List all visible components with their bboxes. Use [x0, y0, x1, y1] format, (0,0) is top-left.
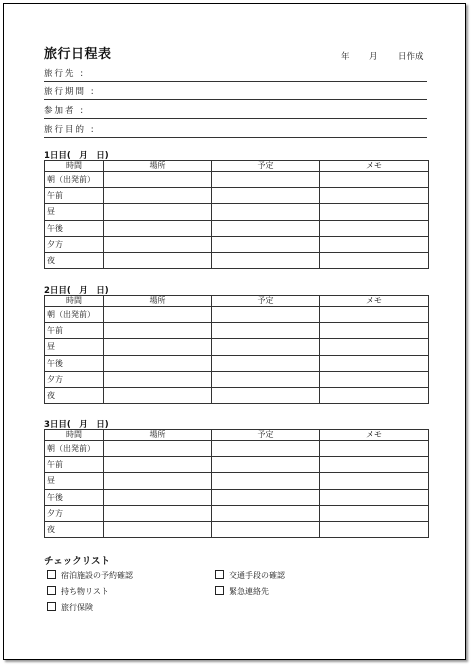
travel-period-label: 旅行期間 : — [44, 87, 96, 97]
table-row — [45, 489, 429, 505]
memo-cell[interactable] — [320, 355, 429, 371]
table-row — [45, 236, 429, 252]
checkbox[interactable] — [47, 586, 56, 595]
table-header-row — [45, 430, 429, 441]
place-cell[interactable] — [104, 489, 212, 505]
table-row — [45, 457, 429, 473]
memo-cell[interactable] — [320, 172, 429, 188]
memo-cell[interactable] — [320, 473, 429, 489]
column-header-time: 時間 — [45, 161, 104, 172]
checklist-item — [47, 586, 109, 597]
destination-label: 旅行先 : — [44, 69, 86, 79]
checklist-item — [215, 586, 269, 597]
memo-cell[interactable] — [320, 371, 429, 387]
plan-cell[interactable] — [212, 236, 320, 252]
memo-cell[interactable] — [320, 457, 429, 473]
plan-cell[interactable] — [212, 307, 320, 323]
table-row — [45, 387, 429, 403]
table-row — [45, 441, 429, 457]
checklist-item — [215, 570, 285, 581]
plan-cell[interactable] — [212, 204, 320, 220]
day-2-heading: 2日目( 月 日) — [44, 286, 109, 296]
participants-label: 参加者 : — [44, 106, 86, 116]
column-header-plan: 予定 — [212, 161, 320, 172]
column-header-memo: メモ — [320, 430, 429, 441]
memo-cell[interactable] — [320, 204, 429, 220]
day-3-schedule-table — [44, 429, 429, 538]
place-cell[interactable] — [104, 473, 212, 489]
table-row — [45, 521, 429, 537]
plan-cell[interactable] — [212, 521, 320, 537]
table-row — [45, 204, 429, 220]
travel-purpose-field[interactable] — [44, 123, 427, 138]
plan-cell[interactable] — [212, 441, 320, 457]
checklist-item-label: 緊急連絡先 — [229, 587, 269, 596]
place-cell[interactable] — [104, 457, 212, 473]
table-header-row — [45, 296, 429, 307]
day-3-heading: 3日目( 月 日) — [44, 420, 109, 430]
time-slot-label: 昼 — [45, 339, 104, 355]
checkbox[interactable] — [47, 602, 56, 611]
place-cell[interactable] — [104, 323, 212, 339]
table-row — [45, 220, 429, 236]
time-slot-label: 午前 — [45, 323, 104, 339]
place-cell[interactable] — [104, 371, 212, 387]
day-1-heading: 1日目( 月 日) — [44, 151, 109, 161]
month-label: 月 — [369, 52, 378, 62]
time-slot-label: 朝（出発前） — [45, 172, 104, 188]
time-slot-label: 夕方 — [45, 236, 104, 252]
memo-cell[interactable] — [320, 387, 429, 403]
memo-cell[interactable] — [320, 489, 429, 505]
memo-cell[interactable] — [320, 188, 429, 204]
time-slot-label: 夕方 — [45, 505, 104, 521]
memo-cell[interactable] — [320, 441, 429, 457]
place-cell[interactable] — [104, 441, 212, 457]
memo-cell[interactable] — [320, 521, 429, 537]
checkbox[interactable] — [215, 586, 224, 595]
column-header-time: 時間 — [45, 296, 104, 307]
plan-cell[interactable] — [212, 473, 320, 489]
memo-cell[interactable] — [320, 339, 429, 355]
time-slot-label: 昼 — [45, 473, 104, 489]
place-cell[interactable] — [104, 204, 212, 220]
place-cell[interactable] — [104, 252, 212, 268]
table-row — [45, 355, 429, 371]
place-cell[interactable] — [104, 387, 212, 403]
time-slot-label: 朝（出発前） — [45, 441, 104, 457]
place-cell[interactable] — [104, 505, 212, 521]
travel-period-field[interactable] — [44, 85, 427, 100]
column-header-place: 場所 — [104, 161, 212, 172]
plan-cell[interactable] — [212, 489, 320, 505]
place-cell[interactable] — [104, 339, 212, 355]
checkbox[interactable] — [215, 570, 224, 579]
place-cell[interactable] — [104, 521, 212, 537]
day-2-schedule-table — [44, 295, 429, 404]
participants-field[interactable] — [44, 104, 427, 119]
table-row — [45, 339, 429, 355]
table-row — [45, 323, 429, 339]
checklist-item-label: 交通手段の確認 — [229, 571, 285, 580]
plan-cell[interactable] — [212, 220, 320, 236]
table-row — [45, 188, 429, 204]
column-header-memo: メモ — [320, 296, 429, 307]
time-slot-label: 午後 — [45, 220, 104, 236]
time-slot-label: 午前 — [45, 188, 104, 204]
table-row — [45, 307, 429, 323]
column-header-plan: 予定 — [212, 430, 320, 441]
time-slot-label: 夜 — [45, 521, 104, 537]
time-slot-label: 午後 — [45, 355, 104, 371]
table-row — [45, 505, 429, 521]
destination-field[interactable] — [44, 67, 427, 82]
checklist-item-label: 宿泊施設の予約確認 — [61, 571, 133, 580]
checkbox[interactable] — [47, 570, 56, 579]
travel-purpose-label: 旅行目的 : — [44, 125, 96, 135]
plan-cell[interactable] — [212, 323, 320, 339]
time-slot-label: 夕方 — [45, 371, 104, 387]
plan-cell[interactable] — [212, 188, 320, 204]
column-header-plan: 予定 — [212, 296, 320, 307]
time-slot-label: 午前 — [45, 457, 104, 473]
plan-cell[interactable] — [212, 172, 320, 188]
checklist-title: チェックリスト — [44, 556, 111, 567]
plan-cell[interactable] — [212, 505, 320, 521]
place-cell[interactable] — [104, 172, 212, 188]
created-label: 日作成 — [398, 52, 424, 62]
time-slot-label: 夜 — [45, 252, 104, 268]
place-cell[interactable] — [104, 220, 212, 236]
plan-cell[interactable] — [212, 457, 320, 473]
plan-cell[interactable] — [212, 355, 320, 371]
memo-cell[interactable] — [320, 252, 429, 268]
memo-cell[interactable] — [320, 307, 429, 323]
table-row — [45, 473, 429, 489]
place-cell[interactable] — [104, 188, 212, 204]
place-cell[interactable] — [104, 307, 212, 323]
page-title: 旅行日程表 — [44, 47, 112, 62]
column-header-place: 場所 — [104, 296, 212, 307]
memo-cell[interactable] — [320, 505, 429, 521]
column-header-time: 時間 — [45, 430, 104, 441]
checklist-item-label: 持ち物リスト — [61, 587, 109, 596]
plan-cell[interactable] — [212, 252, 320, 268]
time-slot-label: 朝（出発前） — [45, 307, 104, 323]
plan-cell[interactable] — [212, 387, 320, 403]
memo-cell[interactable] — [320, 220, 429, 236]
column-header-place: 場所 — [104, 430, 212, 441]
plan-cell[interactable] — [212, 339, 320, 355]
memo-cell[interactable] — [320, 323, 429, 339]
memo-cell[interactable] — [320, 236, 429, 252]
plan-cell[interactable] — [212, 371, 320, 387]
column-header-memo: メモ — [320, 161, 429, 172]
checklist-item-label: 旅行保険 — [61, 603, 93, 612]
table-row — [45, 172, 429, 188]
table-header-row — [45, 161, 429, 172]
time-slot-label: 午後 — [45, 489, 104, 505]
table-row — [45, 252, 429, 268]
place-cell[interactable] — [104, 236, 212, 252]
place-cell[interactable] — [104, 355, 212, 371]
time-slot-label: 夜 — [45, 387, 104, 403]
time-slot-label: 昼 — [45, 204, 104, 220]
year-label: 年 — [341, 52, 350, 62]
checklist-item — [47, 602, 93, 613]
day-1-schedule-table — [44, 160, 429, 269]
checklist-item — [47, 570, 133, 581]
table-row — [45, 371, 429, 387]
